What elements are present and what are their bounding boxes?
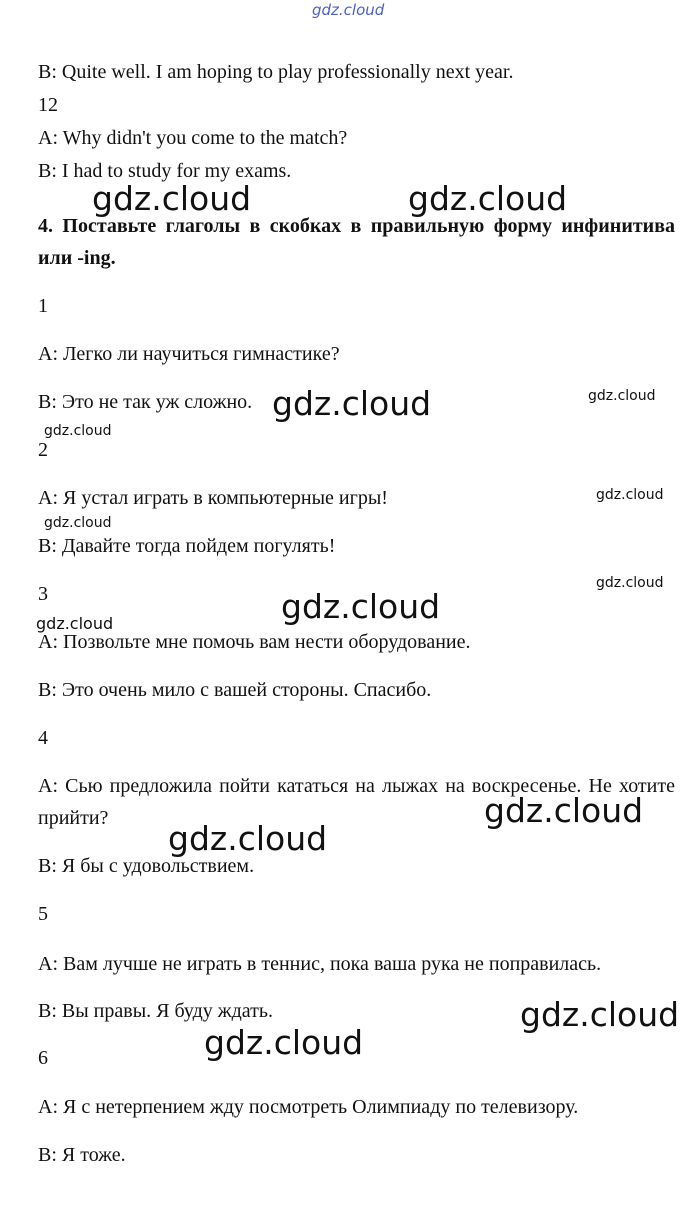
dialogue-4-a: А: Сью предложила пойти кататься на лыжах на воскресенье. Не хотите прийти? xyxy=(38,775,675,829)
item-number-2: 2 xyxy=(38,439,48,461)
dialogue-6-a: А: Я с нетерпением жду посмотреть Олимпиаду по телевизору. xyxy=(38,1096,579,1118)
dialogue-line-a-match: A: Why didn't you come to the match? xyxy=(38,127,348,149)
dialogue-5-a: А: Вам лучше не играть в теннис, пока ваша рука не поправилась. xyxy=(38,953,602,975)
site-watermark-top: gdz.cloud xyxy=(312,1,385,19)
dialogue-4-b: В: Я бы с удовольствием. xyxy=(38,855,255,877)
item-number-3: 3 xyxy=(38,583,48,605)
watermark-large: gdz.cloud xyxy=(484,791,644,830)
task-4-heading: 4. Поставьте глаголы в скобках в правильную форму инфинитива или -ing. xyxy=(38,215,675,269)
dialogue-3-b: В: Это очень мило с вашей стороны. Спасибо. xyxy=(38,679,432,701)
dialogue-2-b: В: Давайте тогда пойдем погулять! xyxy=(38,535,336,557)
watermark-large: gdz.cloud xyxy=(204,1023,364,1062)
item-number-5: 5 xyxy=(38,903,48,925)
dialogue-line-b-quite-well: B: Quite well. I am hoping to play professionally next year. xyxy=(38,61,514,83)
item-number-4: 4 xyxy=(38,727,48,749)
dialogue-5-b: В: Вы правы. Я буду ждать. xyxy=(38,1000,274,1022)
item-number-1: 1 xyxy=(38,295,48,317)
watermark-large: gdz.cloud xyxy=(408,179,568,218)
dialogue-6-b: В: Я тоже. xyxy=(38,1144,126,1166)
item-number-12: 12 xyxy=(38,94,58,116)
dialogue-2-a: А: Я устал играть в компьютерные игры! xyxy=(38,487,388,509)
watermark-large: gdz.cloud xyxy=(92,179,252,218)
watermark-large: gdz.cloud xyxy=(272,384,432,423)
dialogue-line-b-exams: B: I had to study for my exams. xyxy=(38,160,292,182)
watermark-small: gdz.cloud xyxy=(596,575,664,591)
dialogue-1-a: А: Легко ли научиться гимнастике? xyxy=(38,343,340,365)
watermark-small: gdz.cloud xyxy=(596,487,664,503)
watermark-large: gdz.cloud xyxy=(281,587,441,626)
item-number-6: 6 xyxy=(38,1047,48,1069)
watermark-large: gdz.cloud xyxy=(168,819,328,858)
dialogue-3-a: А: Позвольте мне помочь вам нести оборудование. xyxy=(38,631,471,653)
watermark-small: gdz.cloud xyxy=(588,388,656,404)
watermark-small: gdz.cloud xyxy=(44,423,112,439)
watermark-large: gdz.cloud xyxy=(520,995,680,1034)
dialogue-1-b: В: Это не так уж сложно. xyxy=(38,391,253,413)
watermark-small: gdz.cloud xyxy=(44,515,112,531)
watermark-small: gdz.cloud xyxy=(36,614,114,633)
